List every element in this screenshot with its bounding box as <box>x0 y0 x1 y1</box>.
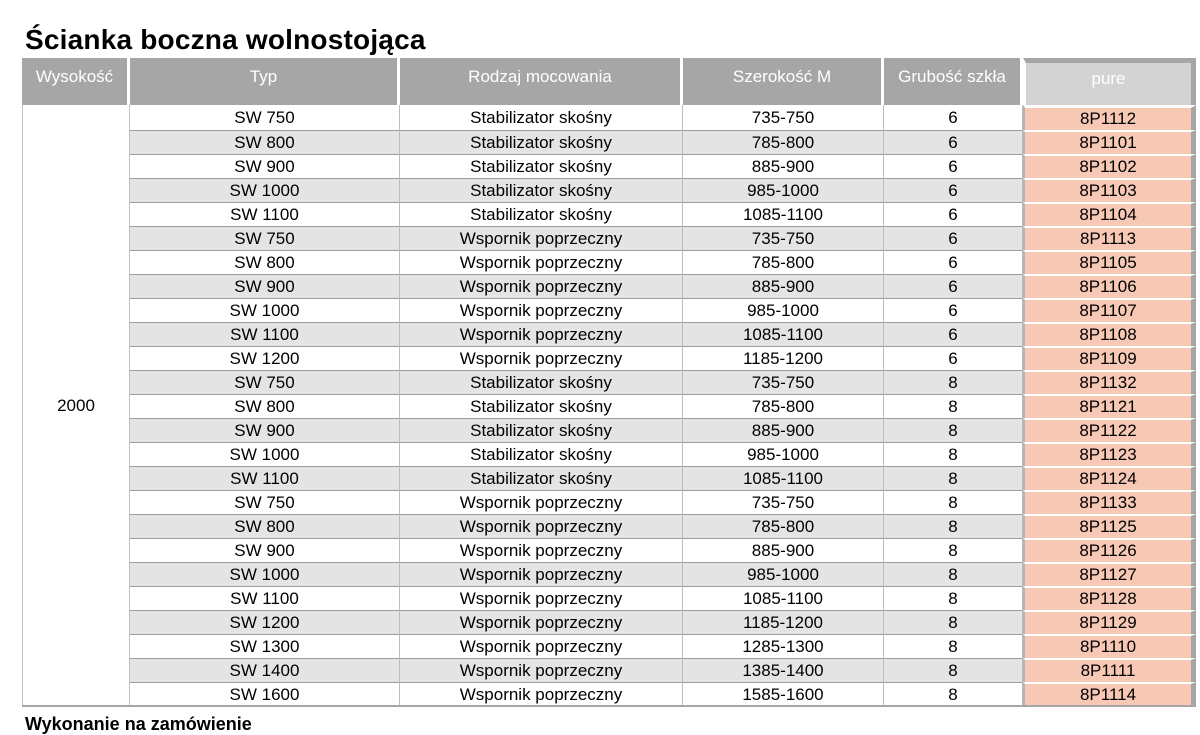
rodzaj-mocowania-cell: Wspornik poprzeczny <box>400 226 683 250</box>
szerokosc-m-cell: 985-1000 <box>683 298 884 322</box>
table-row <box>22 466 1196 490</box>
typ-cell: SW 1000 <box>130 562 400 586</box>
rodzaj-mocowania-cell: Stabilizator skośny <box>400 105 683 130</box>
rodzaj-mocowania-cell: Stabilizator skośny <box>400 466 683 490</box>
typ-cell: SW 750 <box>130 226 400 250</box>
pure-code-cell: 8P1126 <box>1023 538 1196 562</box>
typ-cell: SW 900 <box>130 154 400 178</box>
table-row <box>22 226 1196 250</box>
typ-cell: SW 750 <box>130 490 400 514</box>
typ-cell: SW 1200 <box>130 346 400 370</box>
szerokosc-m-cell: 735-750 <box>683 370 884 394</box>
szerokosc-m-cell: 1085-1100 <box>683 202 884 226</box>
szerokosc-m-cell: 1585-1600 <box>683 682 884 706</box>
szerokosc-m-cell: 1385-1400 <box>683 658 884 682</box>
grubosc-szkla-cell: 6 <box>884 250 1023 274</box>
grubosc-szkla-cell: 8 <box>884 466 1023 490</box>
typ-cell: SW 750 <box>130 105 400 130</box>
product-spec-table <box>22 58 1196 706</box>
typ-cell: SW 1000 <box>130 178 400 202</box>
pure-code-cell: 8P1101 <box>1023 130 1196 154</box>
table-row <box>22 322 1196 346</box>
pure-code-cell: 8P1111 <box>1023 658 1196 682</box>
pure-code-cell: 8P1106 <box>1023 274 1196 298</box>
szerokosc-m-cell: 735-750 <box>683 226 884 250</box>
pure-code-cell: 8P1132 <box>1023 370 1196 394</box>
pure-code-cell: 8P1107 <box>1023 298 1196 322</box>
pure-code-cell: 8P1105 <box>1023 250 1196 274</box>
grubosc-szkla-cell: 8 <box>884 658 1023 682</box>
grubosc-szkla-cell: 6 <box>884 274 1023 298</box>
typ-cell: SW 1300 <box>130 634 400 658</box>
szerokosc-m-cell: 985-1000 <box>683 178 884 202</box>
pure-code-cell: 8P1123 <box>1023 442 1196 466</box>
pure-code-cell: 8P1112 <box>1023 105 1196 130</box>
szerokosc-m-cell: 1185-1200 <box>683 610 884 634</box>
typ-cell: SW 900 <box>130 418 400 442</box>
typ-cell: SW 800 <box>130 250 400 274</box>
footer-caption: Wykonanie na zamówienie <box>25 714 252 734</box>
rodzaj-mocowania-cell: Wspornik poprzeczny <box>400 322 683 346</box>
pure-code-cell: 8P1104 <box>1023 202 1196 226</box>
height-value-cell: 2000 <box>22 105 130 706</box>
rodzaj-mocowania-cell: Wspornik poprzeczny <box>400 610 683 634</box>
grubosc-szkla-cell: 8 <box>884 394 1023 418</box>
table-row <box>22 154 1196 178</box>
table-header-row <box>22 58 1196 105</box>
pure-code-cell: 8P1114 <box>1023 682 1196 706</box>
szerokosc-m-cell: 1085-1100 <box>683 466 884 490</box>
pure-code-cell: 8P1122 <box>1023 418 1196 442</box>
rodzaj-mocowania-cell: Stabilizator skośny <box>400 370 683 394</box>
table-row <box>22 394 1196 418</box>
table-row <box>22 202 1196 226</box>
page-title: Ścianka boczna wolnostojąca <box>25 24 426 55</box>
typ-cell: SW 1100 <box>130 466 400 490</box>
table-row <box>22 250 1196 274</box>
rodzaj-mocowania-cell: Stabilizator skośny <box>400 178 683 202</box>
typ-cell: SW 1400 <box>130 658 400 682</box>
typ-cell: SW 800 <box>130 514 400 538</box>
table-row <box>22 442 1196 466</box>
szerokosc-m-cell: 985-1000 <box>683 562 884 586</box>
typ-cell: SW 900 <box>130 538 400 562</box>
typ-cell: SW 1100 <box>130 322 400 346</box>
grubosc-szkla-cell: 8 <box>884 418 1023 442</box>
rodzaj-mocowania-cell: Wspornik poprzeczny <box>400 634 683 658</box>
col-header-szerokosc-m: Szerokość M <box>683 58 884 105</box>
szerokosc-m-cell: 985-1000 <box>683 442 884 466</box>
rodzaj-mocowania-cell: Stabilizator skośny <box>400 418 683 442</box>
grubosc-szkla-cell: 8 <box>884 370 1023 394</box>
szerokosc-m-cell: 1185-1200 <box>683 346 884 370</box>
grubosc-szkla-cell: 6 <box>884 178 1023 202</box>
grubosc-szkla-cell: 6 <box>884 130 1023 154</box>
typ-cell: SW 1100 <box>130 586 400 610</box>
rodzaj-mocowania-cell: Stabilizator skośny <box>400 442 683 466</box>
szerokosc-m-cell: 785-800 <box>683 514 884 538</box>
col-header-wysokosc: Wysokość <box>22 58 130 105</box>
pure-code-cell: 8P1121 <box>1023 394 1196 418</box>
table-row <box>22 634 1196 658</box>
table-row <box>22 490 1196 514</box>
grubosc-szkla-cell: 6 <box>884 346 1023 370</box>
rodzaj-mocowania-cell: Wspornik poprzeczny <box>400 346 683 370</box>
table-row <box>22 298 1196 322</box>
grubosc-szkla-cell: 6 <box>884 226 1023 250</box>
pure-code-cell: 8P1110 <box>1023 634 1196 658</box>
grubosc-szkla-cell: 8 <box>884 610 1023 634</box>
pure-code-cell: 8P1108 <box>1023 322 1196 346</box>
table-row <box>22 370 1196 394</box>
col-header-rodzaj-mocowania: Rodzaj mocowania <box>400 58 683 105</box>
col-header-pure: pure <box>1023 58 1196 105</box>
pure-code-cell: 8P1124 <box>1023 466 1196 490</box>
table-row <box>22 105 1196 130</box>
typ-cell: SW 800 <box>130 130 400 154</box>
rodzaj-mocowania-cell: Wspornik poprzeczny <box>400 274 683 298</box>
pure-code-cell: 8P1103 <box>1023 178 1196 202</box>
szerokosc-m-cell: 1085-1100 <box>683 586 884 610</box>
typ-cell: SW 1600 <box>130 682 400 706</box>
table-row <box>22 346 1196 370</box>
table-row <box>22 682 1196 706</box>
grubosc-szkla-cell: 6 <box>884 322 1023 346</box>
rodzaj-mocowania-cell: Wspornik poprzeczny <box>400 538 683 562</box>
grubosc-szkla-cell: 8 <box>884 562 1023 586</box>
pure-code-cell: 8P1127 <box>1023 562 1196 586</box>
grubosc-szkla-cell: 8 <box>884 586 1023 610</box>
typ-cell: SW 1100 <box>130 202 400 226</box>
szerokosc-m-cell: 785-800 <box>683 250 884 274</box>
rodzaj-mocowania-cell: Wspornik poprzeczny <box>400 490 683 514</box>
table-row <box>22 538 1196 562</box>
pure-code-cell: 8P1133 <box>1023 490 1196 514</box>
grubosc-szkla-cell: 8 <box>884 490 1023 514</box>
rodzaj-mocowania-cell: Wspornik poprzeczny <box>400 298 683 322</box>
grubosc-szkla-cell: 8 <box>884 514 1023 538</box>
pure-code-cell: 8P1102 <box>1023 154 1196 178</box>
table-row <box>22 586 1196 610</box>
grubosc-szkla-cell: 8 <box>884 442 1023 466</box>
typ-cell: SW 1000 <box>130 298 400 322</box>
grubosc-szkla-cell: 8 <box>884 682 1023 706</box>
rodzaj-mocowania-cell: Wspornik poprzeczny <box>400 658 683 682</box>
szerokosc-m-cell: 735-750 <box>683 490 884 514</box>
table-row <box>22 562 1196 586</box>
col-header-grubosc-szkla: Grubość szkła <box>884 58 1023 105</box>
table-row <box>22 178 1196 202</box>
table-bottom-border <box>22 705 1196 707</box>
grubosc-szkla-cell: 8 <box>884 538 1023 562</box>
szerokosc-m-cell: 885-900 <box>683 418 884 442</box>
table-row <box>22 514 1196 538</box>
rodzaj-mocowania-cell: Wspornik poprzeczny <box>400 586 683 610</box>
pure-code-cell: 8P1128 <box>1023 586 1196 610</box>
szerokosc-m-cell: 785-800 <box>683 130 884 154</box>
szerokosc-m-cell: 1285-1300 <box>683 634 884 658</box>
typ-cell: SW 1000 <box>130 442 400 466</box>
table-row <box>22 418 1196 442</box>
table-body <box>22 105 1196 706</box>
pure-code-cell: 8P1125 <box>1023 514 1196 538</box>
szerokosc-m-cell: 885-900 <box>683 538 884 562</box>
szerokosc-m-cell: 785-800 <box>683 394 884 418</box>
rodzaj-mocowania-cell: Stabilizator skośny <box>400 394 683 418</box>
table-row <box>22 610 1196 634</box>
grubosc-szkla-cell: 8 <box>884 634 1023 658</box>
col-header-typ: Typ <box>130 58 400 105</box>
pure-code-cell: 8P1113 <box>1023 226 1196 250</box>
grubosc-szkla-cell: 6 <box>884 202 1023 226</box>
pure-code-cell: 8P1109 <box>1023 346 1196 370</box>
rodzaj-mocowania-cell: Wspornik poprzeczny <box>400 682 683 706</box>
grubosc-szkla-cell: 6 <box>884 105 1023 130</box>
table-row <box>22 130 1196 154</box>
rodzaj-mocowania-cell: Wspornik poprzeczny <box>400 514 683 538</box>
szerokosc-m-cell: 735-750 <box>683 105 884 130</box>
rodzaj-mocowania-cell: Stabilizator skośny <box>400 130 683 154</box>
rodzaj-mocowania-cell: Wspornik poprzeczny <box>400 250 683 274</box>
rodzaj-mocowania-cell: Stabilizator skośny <box>400 202 683 226</box>
typ-cell: SW 1200 <box>130 610 400 634</box>
grubosc-szkla-cell: 6 <box>884 298 1023 322</box>
szerokosc-m-cell: 885-900 <box>683 274 884 298</box>
rodzaj-mocowania-cell: Stabilizator skośny <box>400 154 683 178</box>
typ-cell: SW 900 <box>130 274 400 298</box>
typ-cell: SW 800 <box>130 394 400 418</box>
table-row <box>22 274 1196 298</box>
rodzaj-mocowania-cell: Wspornik poprzeczny <box>400 562 683 586</box>
szerokosc-m-cell: 1085-1100 <box>683 322 884 346</box>
grubosc-szkla-cell: 6 <box>884 154 1023 178</box>
szerokosc-m-cell: 885-900 <box>683 154 884 178</box>
pure-code-cell: 8P1129 <box>1023 610 1196 634</box>
table-row <box>22 658 1196 682</box>
typ-cell: SW 750 <box>130 370 400 394</box>
